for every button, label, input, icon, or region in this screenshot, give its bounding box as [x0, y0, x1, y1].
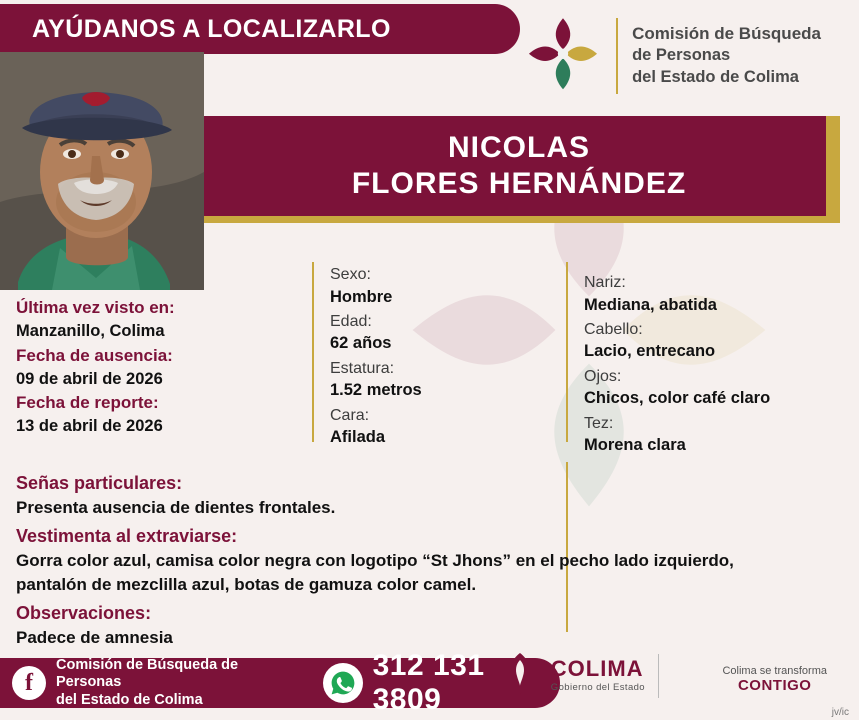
- attr-value: Morena clara: [584, 436, 686, 455]
- person-first-name: NICOLAS: [448, 131, 590, 164]
- absence-date-label: Fecha de ausencia:: [16, 345, 173, 365]
- help-banner-title: AYÚDANOS A LOCALIZARLO: [32, 14, 391, 43]
- attr-value: Hombre: [330, 287, 393, 306]
- svg-text:B: B: [90, 93, 102, 110]
- observations-value: Padece de amnesia: [16, 628, 173, 648]
- clothing-label: Vestimenta al extraviarse:: [16, 525, 238, 546]
- commission-name-line2: de Personas: [632, 46, 731, 65]
- attr-value: Chicos, color café claro: [584, 389, 771, 408]
- attr-value: 1.52 metros: [330, 381, 422, 400]
- sighting-info: [16, 296, 266, 439]
- report-date-value: 13 de abril de 2026: [16, 417, 163, 436]
- absence-date-value: 09 de abril de 2026: [16, 369, 163, 388]
- attributes-right-column: [584, 272, 834, 459]
- government-subtitle: Gobierno del Estado: [550, 681, 645, 693]
- escudo-colima-icon: [499, 650, 541, 698]
- facebook-icon[interactable]: f: [12, 666, 46, 700]
- attr-label: Cara:: [330, 406, 370, 424]
- commission-name-line1: Comisión de Búsqueda: [632, 24, 821, 44]
- attr-label: Sexo:: [330, 266, 371, 283]
- government-title: COLIMA: [550, 655, 644, 681]
- slogan: [722, 665, 827, 694]
- attr-label: Ojos:: [584, 367, 622, 385]
- contact-bar: [0, 649, 560, 716]
- whatsapp-icon[interactable]: [323, 663, 363, 703]
- slogan-line1: Colima se transforma: [722, 665, 827, 677]
- facebook-line2: del Estado de Colima: [56, 691, 203, 708]
- commission-name: [632, 23, 821, 89]
- marks-value: Presenta ausencia de dientes frontales.: [16, 498, 336, 518]
- last-seen-value: Manzanillo, Colima: [16, 322, 165, 341]
- government-name: [551, 656, 645, 693]
- comision-busqueda-logo-icon: [526, 14, 600, 98]
- attr-value: Lacio, entrecano: [584, 342, 716, 361]
- footer-divider: [658, 654, 659, 698]
- attr-label: Tez:: [584, 414, 614, 432]
- credit-text: jv/ic: [831, 707, 849, 718]
- logo-divider: [616, 18, 618, 94]
- attr-value: Mediana, abatida: [584, 295, 717, 314]
- details-section: [16, 470, 846, 653]
- clothing-value-line1: Gorra color azul, camisa color negra con logotipo “St Jhons” en el pecho lado izquierdo,: [16, 550, 734, 570]
- clothing-value-line2: pantalón de mezclilla azul, botas de gamuza color camel.: [16, 575, 477, 595]
- help-banner: [0, 4, 520, 54]
- person-photo: [0, 52, 204, 290]
- last-seen-label: Última vez visto en:: [16, 298, 175, 317]
- person-last-name: FLORES HERNÁNDEZ: [351, 167, 687, 200]
- attr-label: Nariz:: [584, 274, 626, 291]
- government-logo: [499, 650, 645, 698]
- observations-label: Observaciones:: [16, 603, 152, 624]
- attr-label: Estatura:: [330, 359, 395, 377]
- marks-label: Señas particulares:: [16, 473, 183, 493]
- name-bar-underline: [204, 216, 840, 223]
- name-bar-accent: [826, 116, 840, 216]
- person-photo-illustration: [0, 52, 204, 290]
- attributes-left-column: [330, 264, 560, 451]
- attr-label: Cabello:: [584, 320, 643, 338]
- column-divider-right: [566, 262, 568, 442]
- person-name-bar: [204, 116, 834, 216]
- whatsapp-glyph-icon: [329, 669, 357, 697]
- contact-phone[interactable]: 312 131 3809: [372, 649, 485, 716]
- commission-name-line3: del Estado de Colima: [632, 68, 799, 87]
- commission-logo: [526, 14, 821, 98]
- attr-value: 62 años: [330, 334, 392, 353]
- attr-value: Afilada: [330, 428, 386, 447]
- facebook-line1: Comisión de Búsqueda de Personas: [56, 656, 239, 691]
- report-date-label: Fecha de reporte:: [16, 393, 159, 413]
- facebook-page-name[interactable]: [56, 657, 305, 709]
- attr-label: Edad:: [330, 312, 372, 330]
- slogan-line2: CONTIGO: [737, 677, 812, 694]
- column-divider-left: [312, 262, 314, 442]
